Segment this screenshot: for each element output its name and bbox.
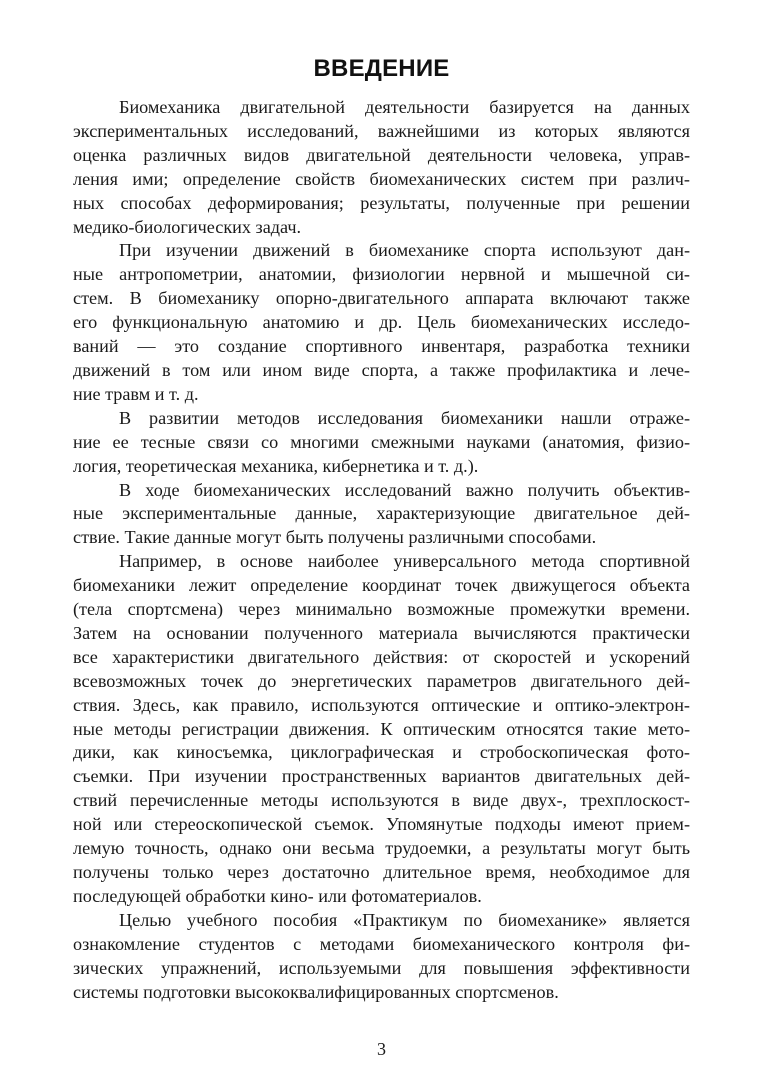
text-line: съемки. При изучении пространственных вариантов двигательных дей-	[73, 766, 690, 787]
text-line: В развитии методов исследования биомеханики нашли отраже-	[119, 407, 690, 428]
body-text	[73, 96, 690, 1004]
text-line: его функциональную анатомию и др. Цель биомеханических исследо-	[73, 312, 690, 333]
text-line: ные антропометрии, анатомии, физиологии нервной и мышечной си-	[73, 264, 690, 285]
text-line: системы подготовки высококвалифицированных спортсменов.	[73, 981, 559, 1002]
text-line: Целью учебного пособия «Практикум по биомеханике» является	[119, 909, 690, 930]
text-line: ваний — это создание спортивного инвентаря, разработка техники	[73, 336, 690, 357]
text-line: Например, в основе наиболее универсального метода спортивной	[119, 551, 690, 572]
text-line: ствие. Такие данные могут быть получены различными способами.	[73, 527, 597, 548]
text-line: В ходе биомеханических исследований важно получить объектив-	[119, 479, 690, 500]
text-line: ствий перечисленные методы используются в виде двух-, трехплоскост-	[73, 790, 690, 811]
text-line: ние ее тесные связи со многими смежными науками (анатомия, физио-	[73, 431, 690, 452]
text-line: ные экспериментальные данные, характеризующие двигательное дей-	[73, 503, 690, 524]
text-line: всевозможных точек до энергетических параметров двигательного дей-	[73, 670, 690, 691]
text-line: движений в том или ином виде спорта, а также профилактика и лече-	[73, 359, 690, 380]
text-line: ления ими; определение свойств биомеханических систем при различ-	[73, 168, 690, 189]
paragraph-3	[73, 407, 690, 479]
text-line: Затем на основании полученного материала вычисляются практически	[73, 622, 690, 643]
text-line: ние травм и т. д.	[73, 383, 199, 404]
paragraph-6	[73, 909, 690, 1005]
text-line: стем. В биомеханику опорно-двигательного аппарата включают также	[73, 288, 690, 309]
text-line: дики, как киносъемка, циклографическая и стробоскопическая фото-	[73, 742, 690, 763]
text-line: биомеханики лежит определение координат точек движущегося объекта	[73, 575, 690, 596]
page-number: 3	[377, 1039, 386, 1059]
text-line: Биомеханика двигательной деятельности базируется на данных	[119, 97, 690, 117]
paragraph-1	[73, 96, 690, 239]
paragraph-5	[73, 550, 690, 909]
text-line: ные методы регистрации движения. К оптическим относятся такие мето-	[73, 718, 690, 739]
text-line: все характеристики двигательного действия: от скоростей и ускорений	[73, 646, 690, 667]
page-title: ВВЕДЕНИЕ	[313, 55, 450, 82]
text-line: логия, теоретическая механика, кибернетика и т. д.).	[73, 455, 479, 476]
paragraph-4	[73, 479, 690, 551]
text-line: медико-биологических задач.	[73, 216, 302, 237]
text-line: экспериментальных исследований, важнейшими из которых являются	[73, 120, 690, 141]
text-line: ных способах деформирования; результаты, полученные при решении	[73, 192, 690, 213]
text-line: ствия. Здесь, как правило, используются оптические и оптико-электрон-	[73, 694, 690, 715]
text-line: лемую точность, однако они весьма трудоемки, а результаты могут быть	[73, 838, 690, 859]
text-line: последующей обработки кино- или фотоматериалов.	[73, 885, 482, 906]
paragraph-2	[73, 239, 690, 406]
text-line: оценка различных видов двигательной деятельности человека, управ-	[73, 144, 690, 165]
text-line: получены только через достаточно длительное время, необходимое для	[73, 862, 690, 882]
text-line: ознакомление студентов с методами биомеханического контроля фи-	[73, 933, 690, 954]
text-line: При изучении движений в биомеханике спорта используют дан-	[119, 240, 690, 261]
text-line: зических упражнений, используемыми для повышения эффективности	[73, 957, 690, 978]
text-line: (тела спортсмена) через минимально возможные промежутки времени.	[73, 599, 690, 620]
text-line: ной или стереоскопической съемок. Упомянутые подходы имеют прием-	[73, 814, 690, 835]
